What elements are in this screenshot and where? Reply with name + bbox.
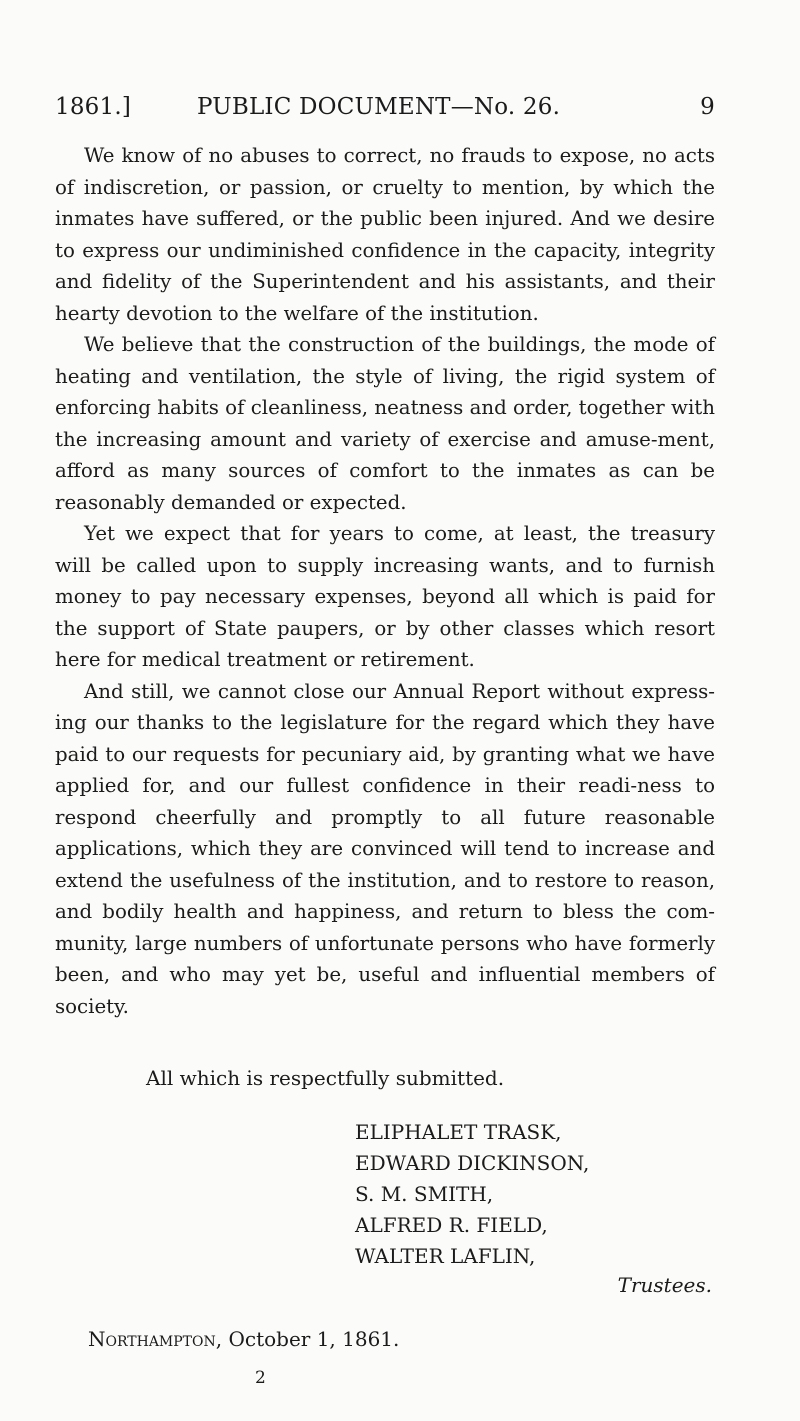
paragraph-buildings: We believe that the construction of the buildings, the mode of heating and ventilation, the style of living, the rigid system of enforcing habits of cleanliness, neatness and order, together with the increasing amount and variety of exercise and amuse-ment, afford as many sources of comfort to the inmates as can be reasonably demanded or expected.	[55, 333, 715, 514]
page-number: 9	[700, 94, 715, 120]
signatory-field: ALFRED R. FIELD,	[355, 1213, 548, 1237]
signatory-dickinson: EDWARD DICKINSON,	[355, 1151, 590, 1175]
place-date-line	[88, 1324, 399, 1355]
printer-signature-mark: 2	[255, 1368, 266, 1388]
report-body	[55, 140, 715, 1022]
paragraph-no-abuses: We know of no abuses to correct, no frauds to expose, no acts of indiscretion, or passion, or cruelty to mention, by which the inmates have suffered, or the public been injured. And we desire to express our undiminished confidence in the capacity, integrity and fidelity of the Superintendent and his assistants, and their hearty devotion to the welfare of the institution.	[55, 144, 715, 325]
header-title: PUBLIC DOCUMENT—No. 26.	[197, 94, 561, 120]
signatory-list	[355, 1117, 589, 1272]
signatory-smith: S. M. SMITH,	[355, 1182, 494, 1206]
place-name: Northampton	[88, 1327, 216, 1351]
header-year: 1861.]	[55, 94, 132, 120]
running-header	[55, 90, 715, 124]
place-date: , October 1, 1861.	[215, 1327, 400, 1351]
closing-line: All which is respectfully submitted.	[146, 1066, 505, 1090]
signatory-trask: ELIPHALET TRASK,	[355, 1120, 562, 1144]
signatory-laflin: WALTER LAFLIN,	[355, 1244, 536, 1268]
paragraph-treasury: Yet we expect that for years to come, at least, the treasury will be called upon to supply increasing wants, and to furnish money to pay necessary expenses, beyond all which is paid for the support of State paupers, or by other classes which resort here for medical treatment or retirement.	[55, 522, 715, 671]
paragraph-thanks: And still, we cannot close our Annual Report without express-ing our thanks to the legislature for the regard which they have paid to our requests for pecuniary aid, by granting what we have applied for, and our fullest confidence in their readi-ness to respond cheerfully and promptly to all future reasonable applications, which they are convinced will tend to increase and extend the usefulness of the institution, and to restore to reason, and bodily health and happiness, and return to bless the com-munity, large numbers of unfortunate persons who have formerly been, and who may yet be, useful and influential members of society.	[55, 679, 715, 1018]
trustees-label: Trustees.	[617, 1273, 712, 1297]
